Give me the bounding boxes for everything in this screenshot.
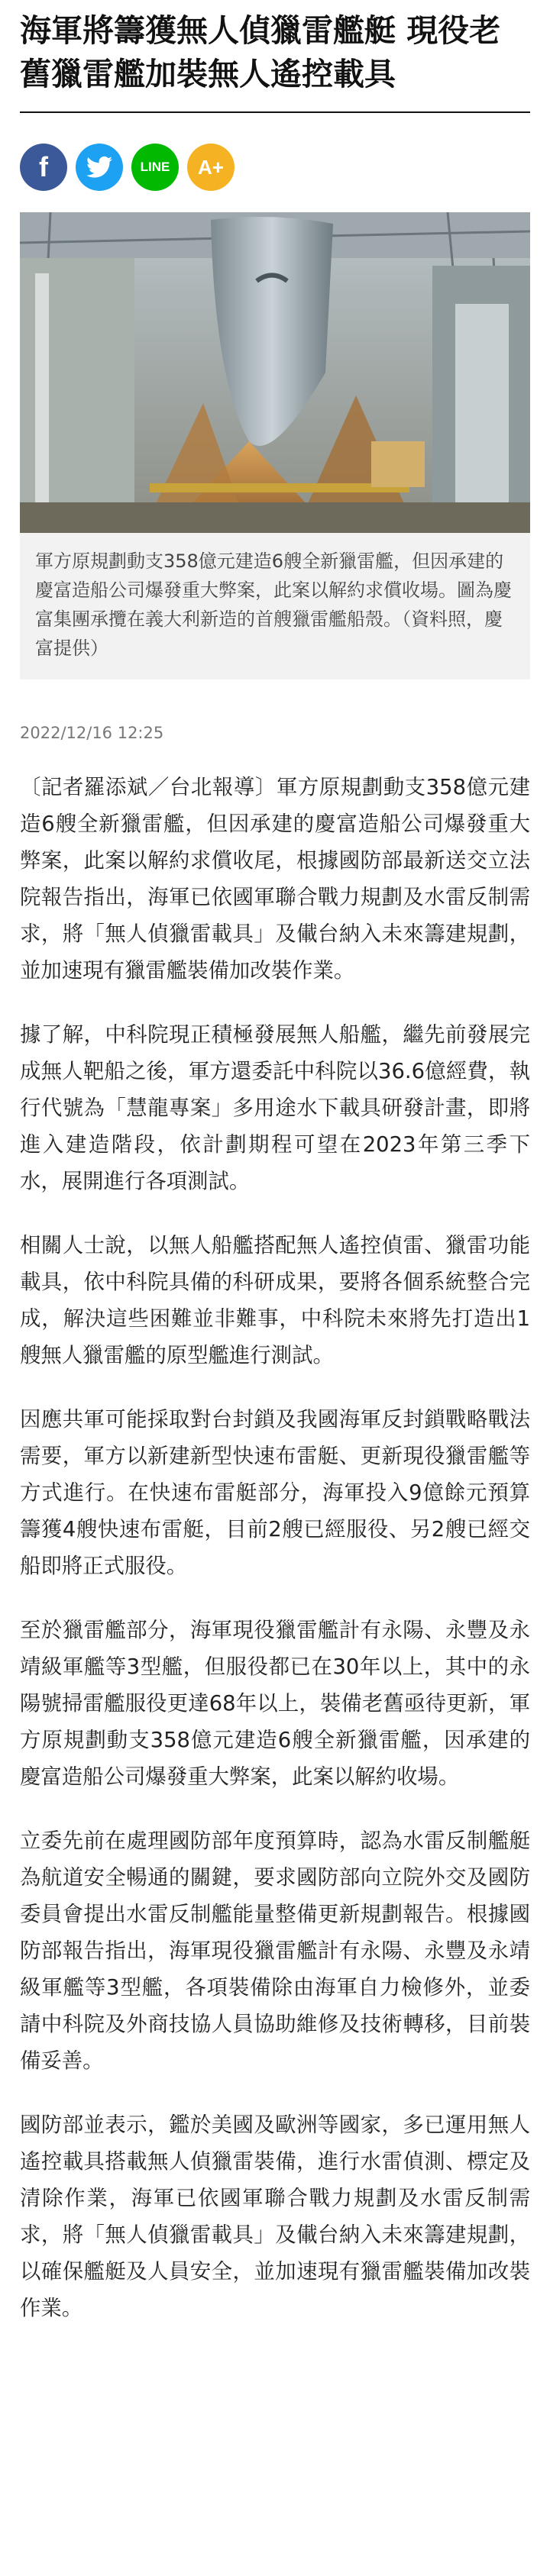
paragraph: 據了解，中科院現正積極發展無人船艦，繼先前發展完成無人靶船之後，軍方還委託中科院以36.6億經費，執行代號為「慧龍專案」多用途水下載具研發計畫，即將進入建造階段，依計劃期程可望在2023年第三季下水，展開進行各項測試。 <box>20 1023 530 1193</box>
paragraph: 因應共軍可能採取對台封鎖及我國海軍反封鎖戰略戰法需要，軍方以新建新型快速布雷艇、更新現役獵雷艦等方式進行。在快速布雷艇部分，海軍投入9億餘元預算籌獲4艘快速布雷艇，目前2艘已經服役、另2艘已經交船即將正式服役。 <box>20 1408 530 1578</box>
article-title: 海軍將籌獲無人偵獵雷艦艇 現役老舊獵雷艦加裝無人遙控載具 <box>20 12 501 92</box>
paragraph: 〔記者羅添斌／台北報導〕軍方原規劃動支358億元建造6艘全新獵雷艦，但因承建的慶富造船公司爆發重大弊案，此案以解約求償收尾，根據國防部最新送交立法院報告指出，海軍已依國軍聯合戰力規劃及水雷反制需求，將「無人偵獵雷載具」及儎台納入未來籌建規劃，並加速現有獵雷艦裝備加改裝作業。 <box>20 776 530 983</box>
line-icon: LINE <box>140 160 170 174</box>
paragraph: 至於獵雷艦部分，海軍現役獵雷艦計有永陽、永豐及永靖級軍艦等3型艦，但服役都已在30年以上，其中的永陽號掃雷艦服役更達68年以上，裝備老舊亟待更新，軍方原規劃動支358億元建造6艘全新獵雷艦，因承建的慶富造船公司爆發重大弊案，此案以解約收場。 <box>20 1619 530 1789</box>
font-size-icon: A+ <box>198 155 224 179</box>
title-divider <box>20 111 530 113</box>
image-caption: 軍方原規劃動支358億元建造6艘全新獵雷艦，但因承建的慶富造船公司爆發重大弊案，此案以解約求償收場。圖為慶富集團承攬在義大利新造的首艘獵雷艦船殼。（資料照，慶富提供） <box>20 533 530 680</box>
line-share-button[interactable] <box>131 144 179 191</box>
article-photo <box>20 212 530 533</box>
article-body <box>20 770 530 2327</box>
twitter-bird-icon <box>86 156 112 179</box>
paragraph: 立委先前在處理國防部年度預算時，認為水雷反制艦艇為航道安全暢通的關鍵，要求國防部向立院外交及國防委員會提出水雷反制艦能量整備更新規劃報告。根據國防部報告指出，海軍現役獵雷艦計有永陽、永豐及永靖級軍艦等3型艦，各項裝備除由海軍自力檢修外，並委請中科院及外商技協人員協助維修及技術轉移，目前裝備妥善。 <box>20 1829 530 2073</box>
facebook-icon: f <box>39 151 48 182</box>
twitter-share-button[interactable] <box>76 144 123 191</box>
publish-date: 2022/12/16 12:25 <box>20 724 164 742</box>
share-bar <box>20 144 530 191</box>
font-size-button[interactable] <box>187 144 235 191</box>
facebook-share-button[interactable] <box>20 144 67 191</box>
paragraph: 國防部並表示，鑑於美國及歐洲等國家，多已運用無人遙控載具搭載無人偵獵雷裝備，進行水雷偵測、標定及清除作業，海軍已依國軍聯合戰力規劃及水雷反制需求，將「無人偵獵雷載具」及儎台納入未來籌建規劃，以確保艦艇及人員安全，並加速現有獵雷艦裝備加改裝作業。 <box>20 2113 530 2320</box>
paragraph: 相關人士說，以無人船艦搭配無人遙控偵雷、獵雷功能載具，依中科院具備的科研成果，要將各個系統整合完成，解決這些困難並非難事，中科院未來將先打造出1艘無人獵雷艦的原型艦進行測試。 <box>20 1234 530 1367</box>
